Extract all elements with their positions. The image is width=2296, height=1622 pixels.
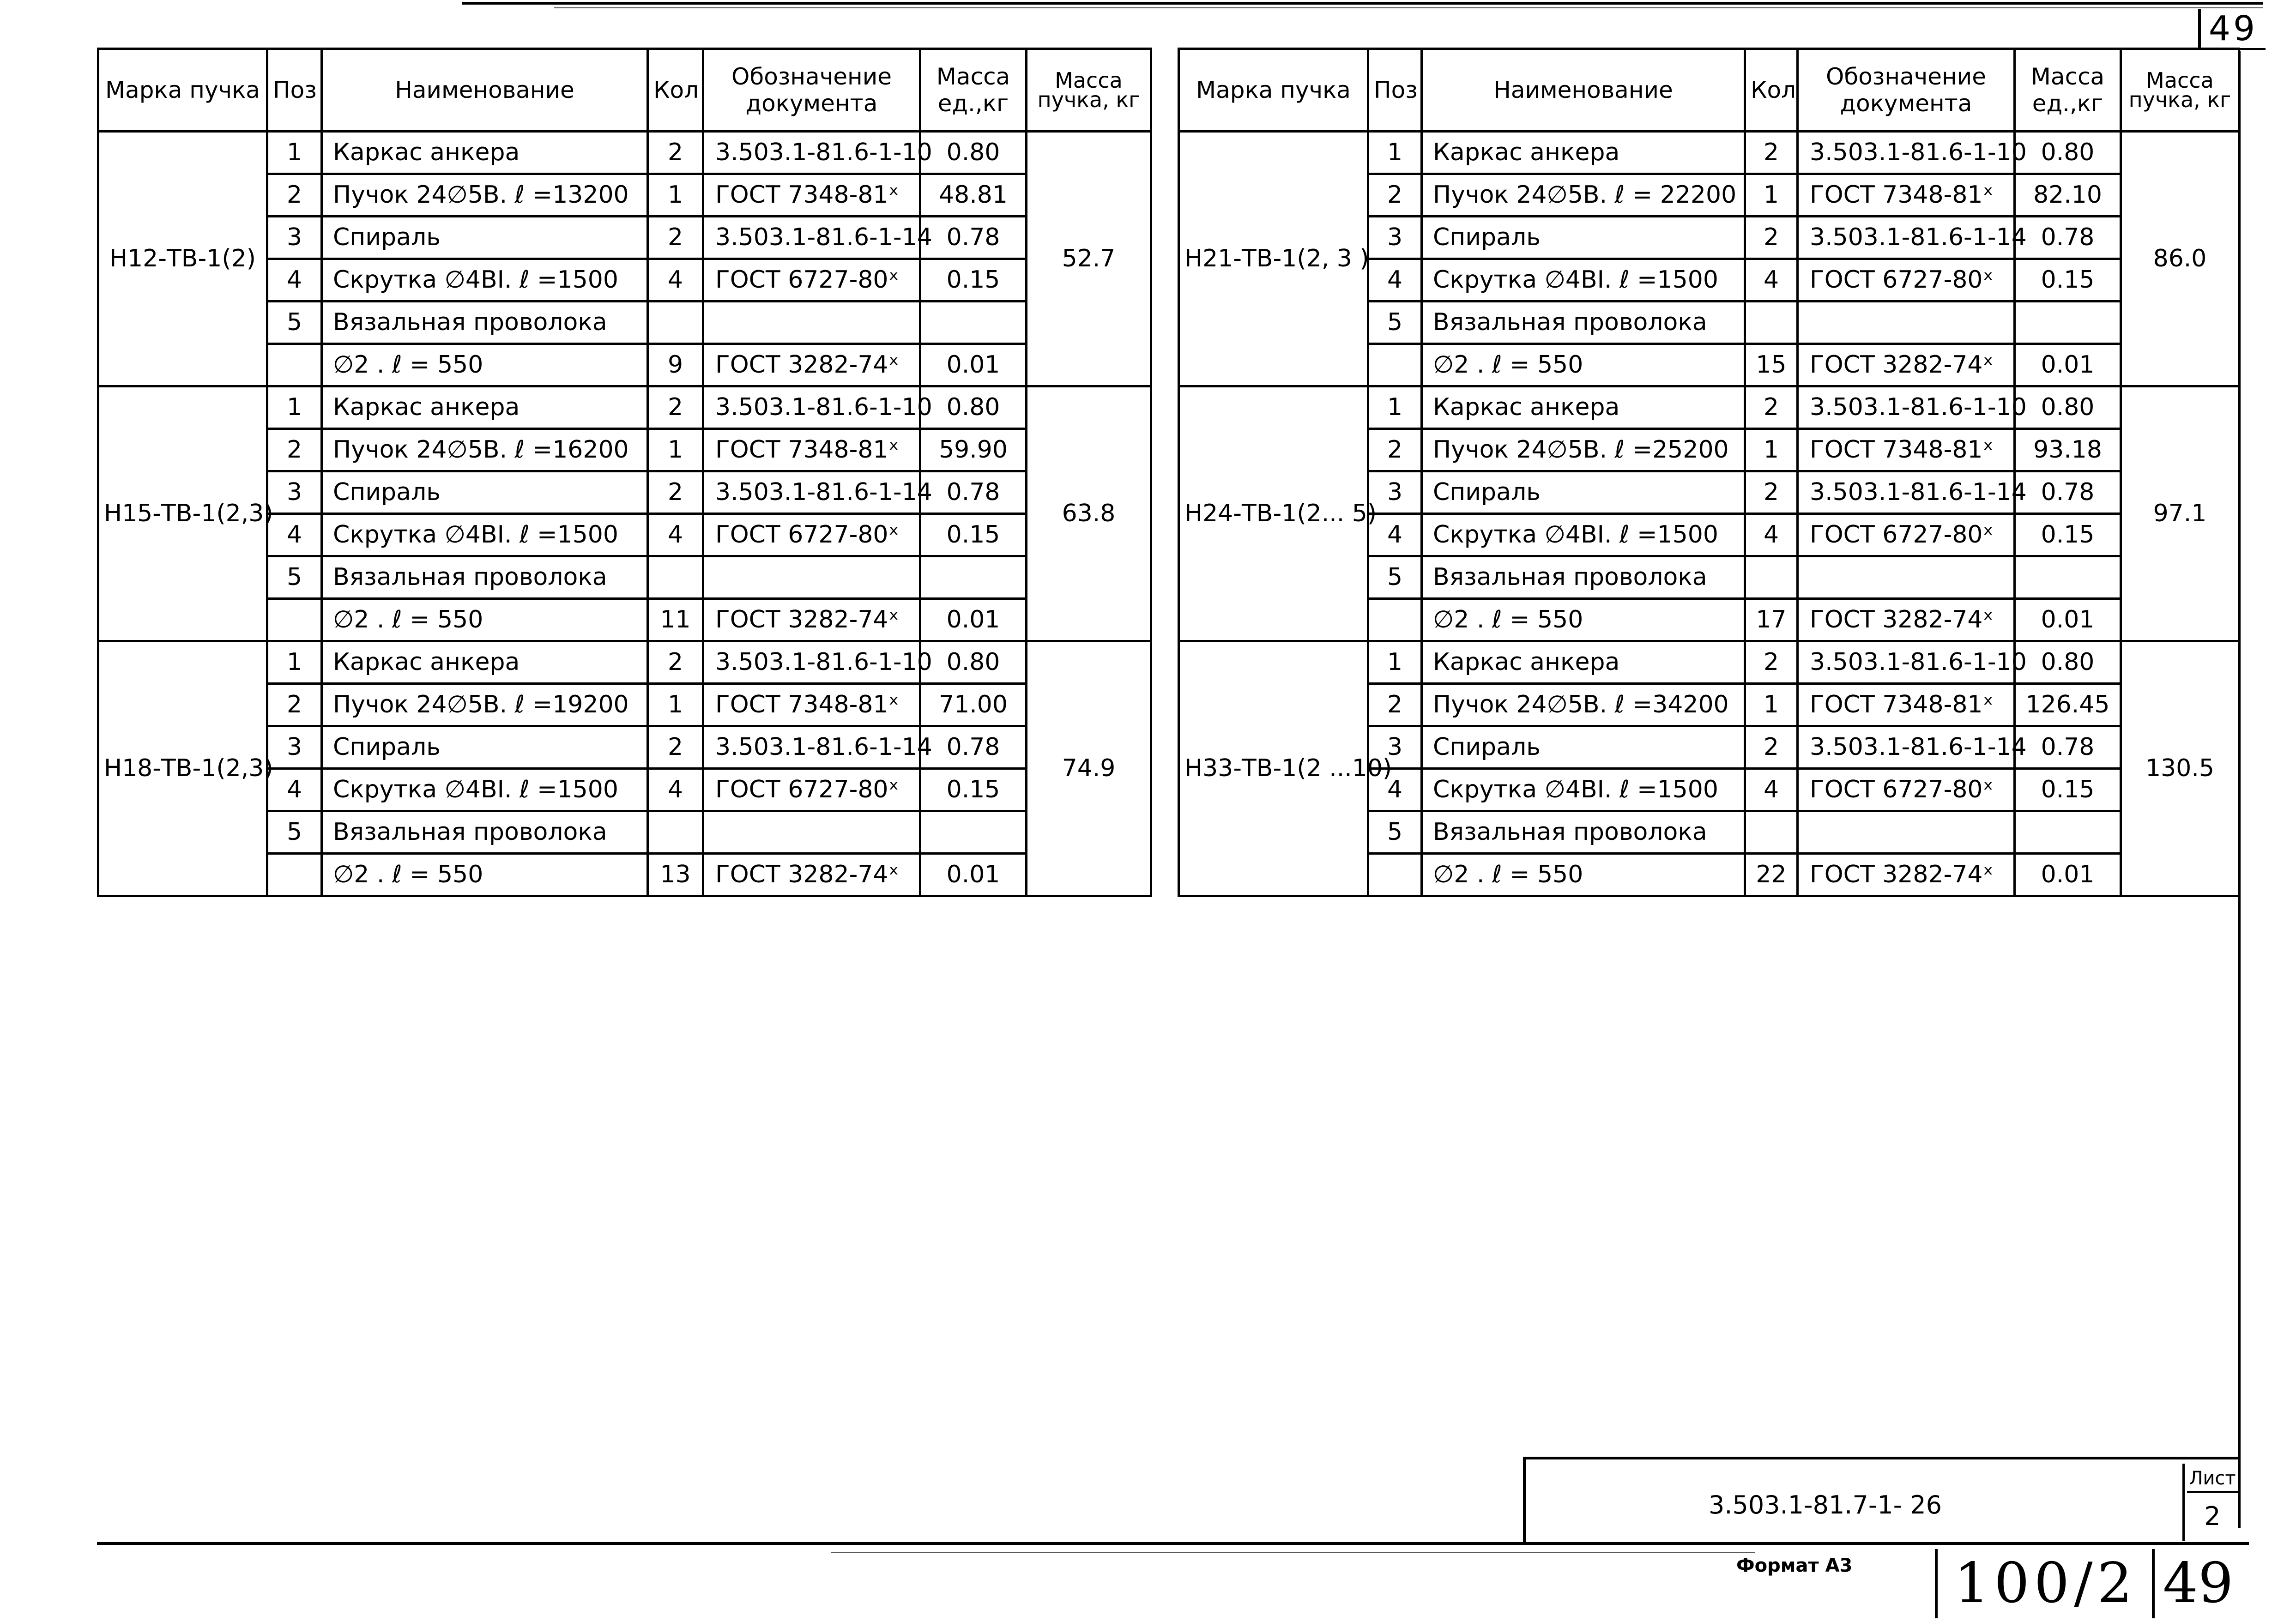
unit-mass-cell <box>920 301 1027 344</box>
position-cell: 4 <box>267 259 322 301</box>
quantity-cell <box>1745 556 1798 599</box>
unit-mass-cell: 0.80 <box>2015 132 2121 174</box>
name-cell: Каркас анкера <box>1422 641 1745 684</box>
bundle-mass-cell: 63.8 <box>1027 386 1151 641</box>
name-cell: Скрутка ∅4ВI. ℓ =1500 <box>322 259 648 301</box>
bundle-mass-cell: 86.0 <box>2121 132 2239 386</box>
position-cell: 3 <box>267 217 322 259</box>
document-cell: ГОСТ 3282-74ˣ <box>1798 854 2015 896</box>
name-cell: Скрутка ∅4ВI. ℓ =1500 <box>322 514 648 556</box>
unit-mass-cell: 93.18 <box>2015 429 2121 471</box>
unit-mass-cell: 0.01 <box>920 599 1027 641</box>
name-cell: Пучок 24∅5В. ℓ =13200 <box>322 174 648 217</box>
document-cell: 3.503.1-81.6-1-10 <box>703 386 920 429</box>
name-cell: ∅2 . ℓ = 550 <box>322 599 648 641</box>
unit-mass-cell: 0.78 <box>920 217 1027 259</box>
document-cell: ГОСТ 7348-81ˣ <box>703 429 920 471</box>
position-cell: 4 <box>1368 514 1422 556</box>
unit-mass-cell: 0.15 <box>920 259 1027 301</box>
quantity-cell: 1 <box>648 429 703 471</box>
document-cell <box>703 556 920 599</box>
quantity-cell: 4 <box>1745 514 1798 556</box>
quantity-cell: 4 <box>648 514 703 556</box>
header-mass-bundle: Масса пучка, кг <box>1027 49 1151 132</box>
position-cell: 4 <box>267 769 322 811</box>
quantity-cell: 1 <box>648 684 703 726</box>
unit-mass-cell: 0.78 <box>920 471 1027 514</box>
quantity-cell <box>648 811 703 854</box>
document-cell: ГОСТ 3282-74ˣ <box>703 599 920 641</box>
document-cell: ГОСТ 6727-80ˣ <box>1798 769 2015 811</box>
unit-mass-cell <box>2015 811 2121 854</box>
bundle-mark-cell: Н21-ТВ-1(2, 3 ) <box>1179 132 1368 386</box>
position-cell <box>1368 344 1422 386</box>
quantity-cell: 15 <box>1745 344 1798 386</box>
quantity-cell: 11 <box>648 599 703 641</box>
bundle-mark-cell: Н15-ТВ-1(2,3) <box>98 386 267 641</box>
position-cell <box>267 854 322 896</box>
quantity-cell: 1 <box>1745 174 1798 217</box>
header-mark: Марка пучка <box>1179 49 1368 132</box>
quantity-cell: 9 <box>648 344 703 386</box>
quantity-cell: 1 <box>1745 429 1798 471</box>
bottom-border-line <box>97 1542 2249 1545</box>
name-cell: Скрутка ∅4ВI. ℓ =1500 <box>1422 769 1745 811</box>
quantity-cell: 4 <box>648 769 703 811</box>
table-row <box>98 641 1151 684</box>
name-cell: Вязальная проволока <box>322 811 648 854</box>
unit-mass-cell <box>920 811 1027 854</box>
header-mass-unit: Масса ед.,кг <box>920 49 1027 132</box>
quantity-cell: 2 <box>648 726 703 769</box>
quantity-cell <box>1745 811 1798 854</box>
unit-mass-cell: 82.10 <box>2015 174 2121 217</box>
header-name: Наименование <box>1422 49 1745 132</box>
bundle-mark-cell: Н18-ТВ-1(2,3) <box>98 641 267 896</box>
unit-mass-cell: 0.01 <box>920 854 1027 896</box>
quantity-cell: 2 <box>1745 641 1798 684</box>
quantity-cell <box>1745 301 1798 344</box>
quantity-cell: 2 <box>648 641 703 684</box>
position-cell: 1 <box>1368 641 1422 684</box>
position-cell: 2 <box>1368 174 1422 217</box>
unit-mass-cell: 0.78 <box>920 726 1027 769</box>
document-cell: 3.503.1-81.6-1-14 <box>1798 217 2015 259</box>
position-cell: 5 <box>267 811 322 854</box>
document-cell: ГОСТ 3282-74ˣ <box>1798 599 2015 641</box>
name-cell: Спираль <box>322 726 648 769</box>
position-cell: 3 <box>1368 726 1422 769</box>
position-cell: 2 <box>1368 684 1422 726</box>
document-cell <box>1798 301 2015 344</box>
name-cell: Пучок 24∅5В. ℓ =16200 <box>322 429 648 471</box>
document-cell <box>703 811 920 854</box>
name-cell: Вязальная проволока <box>322 301 648 344</box>
name-cell: Пучок 24∅5В. ℓ =19200 <box>322 684 648 726</box>
table-row <box>1179 641 2239 684</box>
quantity-cell: 4 <box>1745 769 1798 811</box>
position-cell: 3 <box>267 471 322 514</box>
name-cell: Спираль <box>1422 726 1745 769</box>
quantity-cell: 2 <box>1745 132 1798 174</box>
bundle-mass-cell: 97.1 <box>2121 386 2239 641</box>
unit-mass-cell <box>2015 301 2121 344</box>
header-mass-unit: Масса ед.,кг <box>2015 49 2121 132</box>
unit-mass-cell: 0.80 <box>2015 386 2121 429</box>
sheet-label: Лист <box>2187 1466 2238 1493</box>
name-cell: Вязальная проволока <box>1422 811 1745 854</box>
document-cell: 3.503.1-81.6-1-14 <box>703 217 920 259</box>
spec-table-left <box>97 48 1152 897</box>
quantity-cell: 1 <box>648 174 703 217</box>
unit-mass-cell: 59.90 <box>920 429 1027 471</box>
bundle-mass-cell: 74.9 <box>1027 641 1151 896</box>
quantity-cell: 2 <box>1745 217 1798 259</box>
name-cell: Скрутка ∅4ВI. ℓ =1500 <box>1422 259 1745 301</box>
unit-mass-cell: 0.15 <box>2015 769 2121 811</box>
document-cell: ГОСТ 6727-80ˣ <box>1798 259 2015 301</box>
name-cell: Пучок 24∅5В. ℓ =25200 <box>1422 429 1745 471</box>
position-cell: 5 <box>1368 556 1422 599</box>
document-cell: ГОСТ 7348-81ˣ <box>703 174 920 217</box>
unit-mass-cell: 0.15 <box>920 514 1027 556</box>
position-cell: 5 <box>1368 301 1422 344</box>
document-cell: ГОСТ 6727-80ˣ <box>703 259 920 301</box>
bundle-mark-cell: Н12-ТВ-1(2) <box>98 132 267 386</box>
unit-mass-cell: 0.80 <box>920 386 1027 429</box>
name-cell: Пучок 24∅5В. ℓ = 22200 <box>1422 174 1745 217</box>
name-cell: ∅2 . ℓ = 550 <box>1422 599 1745 641</box>
position-cell: 2 <box>1368 429 1422 471</box>
unit-mass-cell: 0.78 <box>2015 471 2121 514</box>
name-cell: Каркас анкера <box>1422 386 1745 429</box>
quantity-cell: 2 <box>648 386 703 429</box>
name-cell: Вязальная проволока <box>1422 556 1745 599</box>
spec-body-right <box>1179 132 2239 896</box>
name-cell: Спираль <box>1422 471 1745 514</box>
table-row <box>1179 386 2239 429</box>
document-cell: ГОСТ 3282-74ˣ <box>1798 344 2015 386</box>
top-sheet-number: 49 <box>2198 9 2266 50</box>
position-cell: 1 <box>267 641 322 684</box>
position-cell: 1 <box>267 386 322 429</box>
unit-mass-cell: 0.78 <box>2015 726 2121 769</box>
position-cell: 4 <box>1368 259 1422 301</box>
document-cell: ГОСТ 7348-81ˣ <box>703 684 920 726</box>
quantity-cell: 17 <box>1745 599 1798 641</box>
header-qty: Кол <box>1745 49 1798 132</box>
quantity-cell: 4 <box>1745 259 1798 301</box>
quantity-cell <box>648 301 703 344</box>
quantity-cell <box>648 556 703 599</box>
unit-mass-cell: 0.78 <box>2015 217 2121 259</box>
quantity-cell: 2 <box>1745 726 1798 769</box>
document-cell: 3.503.1-81.6-1-10 <box>1798 386 2015 429</box>
unit-mass-cell: 0.80 <box>920 641 1027 684</box>
position-cell: 5 <box>267 556 322 599</box>
spec-table-right <box>1178 48 2240 897</box>
bundle-mass-cell: 130.5 <box>2121 641 2239 896</box>
name-cell: ∅2 . ℓ = 550 <box>1422 344 1745 386</box>
name-cell: ∅2 . ℓ = 550 <box>322 344 648 386</box>
document-cell <box>1798 556 2015 599</box>
sheet-number: 2 <box>2204 1501 2221 1532</box>
name-cell: Спираль <box>322 217 648 259</box>
header-mass-bundle: Масса пучка, кг <box>2121 49 2239 132</box>
document-cell: ГОСТ 6727-80ˣ <box>703 514 920 556</box>
document-cell: ГОСТ 6727-80ˣ <box>703 769 920 811</box>
quantity-cell: 13 <box>648 854 703 896</box>
name-cell: ∅2 . ℓ = 550 <box>322 854 648 896</box>
album-page: 49 <box>2163 1551 2234 1616</box>
position-cell: 3 <box>1368 217 1422 259</box>
document-cell: ГОСТ 7348-81ˣ <box>1798 174 2015 217</box>
name-cell: Вязальная проволока <box>1422 301 1745 344</box>
format-label: Формат А3 <box>1736 1555 1853 1576</box>
position-cell: 1 <box>1368 132 1422 174</box>
unit-mass-cell: 0.01 <box>2015 599 2121 641</box>
name-cell: Каркас анкера <box>322 132 648 174</box>
album-number: 100/2 <box>1954 1551 2137 1616</box>
unit-mass-cell: 0.15 <box>920 769 1027 811</box>
name-cell: Каркас анкера <box>1422 132 1745 174</box>
document-cell: ГОСТ 7348-81ˣ <box>1798 684 2015 726</box>
bottom-border-line-thin <box>831 1552 1755 1553</box>
document-cell: ГОСТ 3282-74ˣ <box>703 344 920 386</box>
document-cell: 3.503.1-81.6-1-10 <box>1798 132 2015 174</box>
quantity-cell: 2 <box>648 217 703 259</box>
bundle-mark-cell: Н33-ТВ-1(2 ...10) <box>1179 641 1368 896</box>
document-cell: 3.503.1-81.6-1-14 <box>703 726 920 769</box>
name-cell: ∅2 . ℓ = 550 <box>1422 854 1745 896</box>
document-cell <box>1798 811 2015 854</box>
name-cell: Скрутка ∅4ВI. ℓ =1500 <box>322 769 648 811</box>
table-row <box>98 132 1151 174</box>
document-cell: 3.503.1-81.6-1-10 <box>1798 641 2015 684</box>
header-qty: Кол <box>648 49 703 132</box>
position-cell: 1 <box>267 132 322 174</box>
position-cell: 4 <box>1368 769 1422 811</box>
table-row <box>1179 132 2239 174</box>
position-cell: 5 <box>267 301 322 344</box>
unit-mass-cell: 0.01 <box>2015 854 2121 896</box>
document-cell: ГОСТ 7348-81ˣ <box>1798 429 2015 471</box>
quantity-cell: 4 <box>648 259 703 301</box>
position-cell: 2 <box>267 174 322 217</box>
position-cell: 3 <box>1368 471 1422 514</box>
unit-mass-cell: 0.80 <box>920 132 1027 174</box>
table-header-row <box>1179 49 2239 132</box>
position-cell <box>267 344 322 386</box>
name-cell: Спираль <box>322 471 648 514</box>
position-cell <box>1368 599 1422 641</box>
position-cell: 1 <box>1368 386 1422 429</box>
position-cell: 3 <box>267 726 322 769</box>
name-cell: Вязальная проволока <box>322 556 648 599</box>
header-mark: Марка пучка <box>98 49 267 132</box>
position-cell: 5 <box>1368 811 1422 854</box>
name-cell: Спираль <box>1422 217 1745 259</box>
position-cell: 2 <box>267 684 322 726</box>
header-pos: Поз <box>1368 49 1422 132</box>
unit-mass-cell: 0.15 <box>2015 259 2121 301</box>
name-cell: Каркас анкера <box>322 641 648 684</box>
header-doc: Обозначение документа <box>703 49 920 132</box>
document-cell: 3.503.1-81.6-1-10 <box>703 132 920 174</box>
document-cell <box>703 301 920 344</box>
table-header-row <box>98 49 1151 132</box>
document-cell: 3.503.1-81.6-1-14 <box>1798 726 2015 769</box>
position-cell: 4 <box>267 514 322 556</box>
document-cell: ГОСТ 6727-80ˣ <box>1798 514 2015 556</box>
quantity-cell: 2 <box>1745 386 1798 429</box>
unit-mass-cell: 0.01 <box>920 344 1027 386</box>
unit-mass-cell: 0.01 <box>2015 344 2121 386</box>
header-name: Наименование <box>322 49 648 132</box>
unit-mass-cell: 71.00 <box>920 684 1027 726</box>
name-cell: Каркас анкера <box>322 386 648 429</box>
quantity-cell: 2 <box>648 132 703 174</box>
name-cell: Пучок 24∅5В. ℓ =34200 <box>1422 684 1745 726</box>
unit-mass-cell: 0.15 <box>2015 514 2121 556</box>
unit-mass-cell <box>2015 556 2121 599</box>
position-cell <box>1368 854 1422 896</box>
document-cell: 3.503.1-81.6-1-14 <box>703 471 920 514</box>
header-doc: Обозначение документа <box>1798 49 2015 132</box>
header-pos: Поз <box>267 49 322 132</box>
document-cell: 3.503.1-81.6-1-10 <box>703 641 920 684</box>
quantity-cell: 2 <box>648 471 703 514</box>
unit-mass-cell: 48.81 <box>920 174 1027 217</box>
unit-mass-cell: 126.45 <box>2015 684 2121 726</box>
top-border-line-thin <box>554 7 2263 8</box>
document-cell: ГОСТ 3282-74ˣ <box>703 854 920 896</box>
name-cell: Скрутка ∅4ВI. ℓ =1500 <box>1422 514 1745 556</box>
album-stamp-divider <box>2152 1549 2155 1618</box>
unit-mass-cell: 0.80 <box>2015 641 2121 684</box>
quantity-cell: 22 <box>1745 854 1798 896</box>
table-row <box>98 386 1151 429</box>
quantity-cell: 2 <box>1745 471 1798 514</box>
document-code: 3.503.1-81.7-1- 26 <box>1709 1490 1942 1519</box>
position-cell: 2 <box>267 429 322 471</box>
bundle-mass-cell: 52.7 <box>1027 132 1151 386</box>
bundle-mark-cell: Н24-ТВ-1(2... 5) <box>1179 386 1368 641</box>
quantity-cell: 1 <box>1745 684 1798 726</box>
top-border-line <box>462 2 2263 5</box>
document-cell: 3.503.1-81.6-1-14 <box>1798 471 2015 514</box>
unit-mass-cell <box>920 556 1027 599</box>
position-cell <box>267 599 322 641</box>
spec-body-left <box>98 132 1151 896</box>
